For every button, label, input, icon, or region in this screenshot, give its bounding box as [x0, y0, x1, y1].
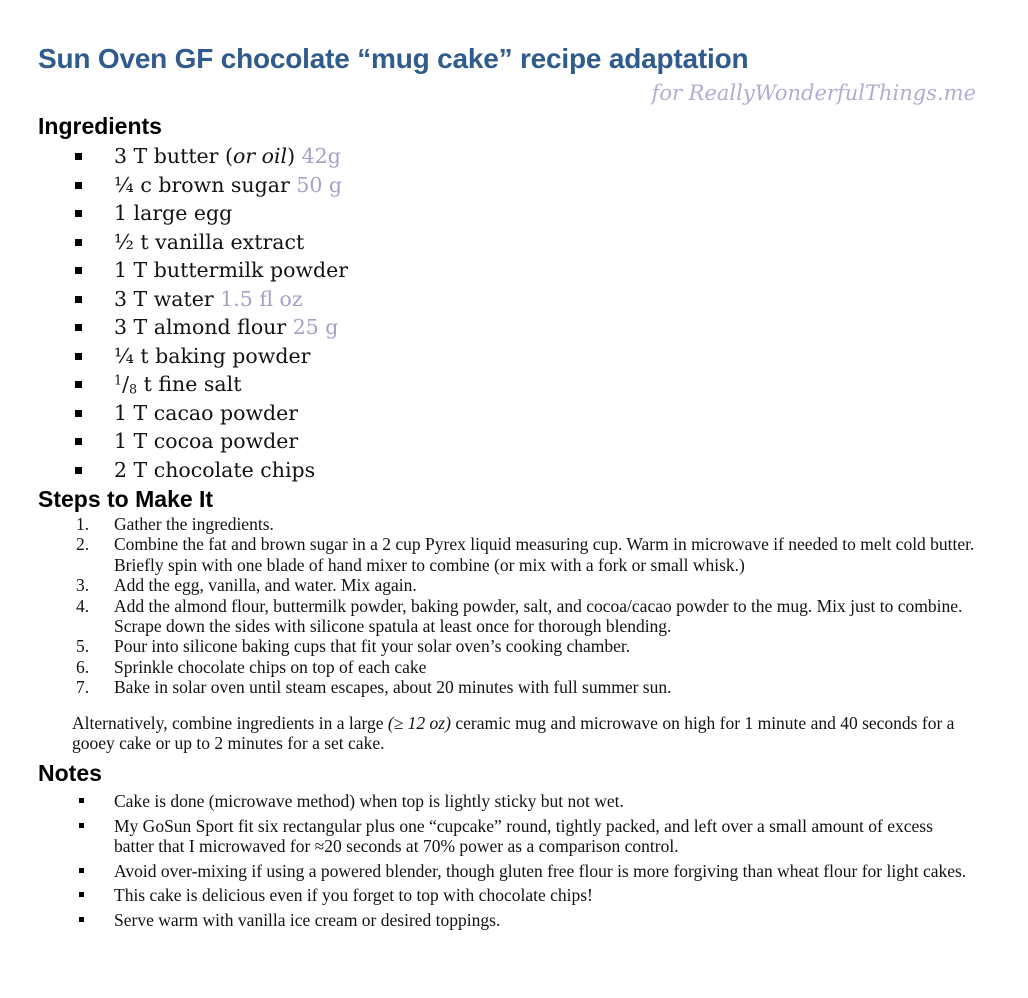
step-item — [38, 677, 976, 697]
bullet-square-icon — [75, 381, 82, 388]
note-item — [38, 861, 976, 882]
step-text: Add the almond flour, buttermilk powder, baking powder, salt, and cocoa/cacao powder to the mug. Mix just to combine. Scrape down the sides with silicone spatula at least once for thorough blending. — [114, 595, 963, 637]
bullet-square-icon — [75, 467, 82, 474]
step-number: 2. — [76, 534, 90, 555]
text-run: (≥ 12 oz) — [387, 712, 451, 733]
bullet-square-icon — [79, 868, 84, 873]
ingredient-text — [114, 201, 232, 225]
text-run: 1 T cocoa powder — [114, 429, 299, 453]
bullet-square-icon — [75, 267, 82, 274]
ingredient-item — [38, 285, 976, 314]
ingredient-text — [114, 344, 310, 368]
ingredient-item — [38, 256, 976, 285]
ingredients-list — [38, 142, 976, 484]
bullet-square-icon — [79, 917, 84, 922]
bullet-square-icon — [75, 153, 82, 160]
text-run: ¼ c brown sugar — [114, 172, 297, 197]
step-number: 3. — [76, 575, 90, 596]
text-run: 1.5 fl oz — [220, 286, 303, 311]
bullet-square-icon — [75, 410, 82, 417]
ingredient-text — [114, 372, 241, 396]
steps-list — [38, 514, 976, 698]
bullet-square-icon — [79, 798, 84, 803]
note-text: My GoSun Sport fit six rectangular plus one “cupcake” round, tightly packed, and left over a small amount of excess batter that I microwaved for ≈20 seconds at 70% power as a comparison control. — [114, 815, 933, 857]
ingredient-text — [114, 315, 338, 339]
step-number: 1. — [76, 514, 90, 534]
bullet-square-icon — [75, 438, 82, 445]
step-number: 4. — [76, 595, 90, 616]
step-number: 7. — [76, 677, 90, 698]
note-item — [38, 910, 976, 931]
step-item — [38, 657, 976, 677]
note-item — [38, 791, 976, 812]
step-item — [38, 534, 976, 575]
note-text: Serve warm with vanilla ice cream or desired toppings. — [114, 909, 501, 930]
bullet-square-icon — [75, 353, 82, 360]
step-number: 5. — [76, 636, 90, 657]
bullet-square-icon — [79, 823, 84, 828]
text-run: 2 T chocolate chips — [114, 457, 316, 482]
ingredient-item — [38, 199, 976, 228]
ingredient-text — [114, 458, 315, 482]
ingredient-text — [114, 144, 341, 168]
step-item — [38, 514, 976, 534]
text-run: 1 large egg — [114, 201, 233, 225]
bullet-square-icon — [75, 239, 82, 246]
ingredient-item — [38, 370, 976, 399]
text-run: Alternatively, combine ingredients in a large — [72, 712, 388, 733]
text-run: 50 g — [296, 172, 343, 197]
ingredient-item — [38, 171, 976, 200]
step-text: Sprinkle chocolate chips on top of each cake — [114, 656, 427, 677]
text-run: 1 — [114, 372, 123, 388]
text-run: 1 T cacao powder — [114, 400, 299, 425]
text-run: ceramic mug and microwave on high for 1 minute and 40 seconds for a gooey cake or up to 2 minutes for a set cake. — [72, 712, 955, 754]
step-item — [38, 575, 976, 595]
alternative-paragraph — [72, 713, 976, 754]
text-run: ½ t vanilla extract — [114, 229, 305, 254]
recipe-document — [0, 44, 1028, 998]
ingredient-item — [38, 399, 976, 428]
ingredient-text — [114, 287, 303, 311]
ingredient-item — [38, 456, 976, 485]
note-item — [38, 816, 976, 857]
step-text: Bake in solar oven until steam escapes, about 20 minutes with full summer sun. — [114, 677, 672, 698]
ingredient-item — [38, 228, 976, 257]
notes-heading: Notes — [38, 760, 102, 787]
step-item — [38, 596, 976, 637]
text-run: 3 T almond flour — [114, 315, 293, 339]
note-text: This cake is delicious even if you forget to top with chocolate chips! — [114, 885, 593, 906]
text-run: 3 T water — [114, 286, 221, 311]
ingredient-text — [114, 429, 298, 453]
note-item — [38, 885, 976, 906]
step-text: Pour into silicone baking cups that fit your solar oven’s cooking chamber. — [114, 636, 631, 657]
step-number: 6. — [76, 656, 90, 677]
ingredients-heading: Ingredients — [38, 113, 162, 139]
ingredient-text — [114, 258, 348, 282]
notes-list — [38, 791, 976, 930]
ingredient-item — [38, 142, 976, 171]
bullet-square-icon — [75, 296, 82, 303]
text-run: ¼ t baking powder — [114, 343, 311, 368]
text-run: 8 — [129, 381, 138, 397]
text-run: 1 T buttermilk powder — [114, 258, 349, 282]
note-text: Avoid over-mixing if using a powered blender, though gluten free flour is more forgiving than wheat flour for light cakes. — [114, 860, 967, 881]
page-title: Sun Oven GF chocolate “mug cake” recipe adaptation — [38, 43, 749, 74]
ingredient-item — [38, 342, 976, 371]
step-text: Gather the ingredients. — [114, 514, 274, 534]
bullet-square-icon — [75, 210, 82, 217]
bullet-square-icon — [75, 182, 82, 189]
step-text: Combine the fat and brown sugar in a 2 cup Pyrex liquid measuring cup. Warm in microwave if needed to melt cold butter. Briefly spin with one blade of hand mixer to combine (or mix with a fork or small whisk.) — [114, 534, 975, 575]
ingredient-text — [114, 230, 304, 254]
text-run: ) — [287, 144, 302, 168]
ingredient-text — [114, 173, 342, 197]
steps-heading: Steps to Make It — [38, 486, 214, 512]
note-text: Cake is done (microwave method) when top is lightly sticky but not wet. — [114, 791, 624, 812]
step-item — [38, 636, 976, 656]
step-text: Add the egg, vanilla, and water. Mix again. — [114, 575, 417, 596]
text-run: 42g — [301, 144, 341, 168]
bullet-square-icon — [79, 892, 84, 897]
byline: for ReallyWonderfulThings.me — [651, 81, 976, 105]
ingredient-text — [114, 401, 298, 425]
ingredient-item — [38, 313, 976, 342]
text-run: or oil — [233, 144, 288, 168]
text-run: t fine salt — [137, 372, 242, 396]
text-run: / — [122, 372, 130, 396]
text-run: 25 g — [292, 315, 339, 339]
bullet-square-icon — [75, 324, 82, 331]
ingredient-item — [38, 427, 976, 456]
text-run: 3 T butter ( — [114, 144, 233, 168]
